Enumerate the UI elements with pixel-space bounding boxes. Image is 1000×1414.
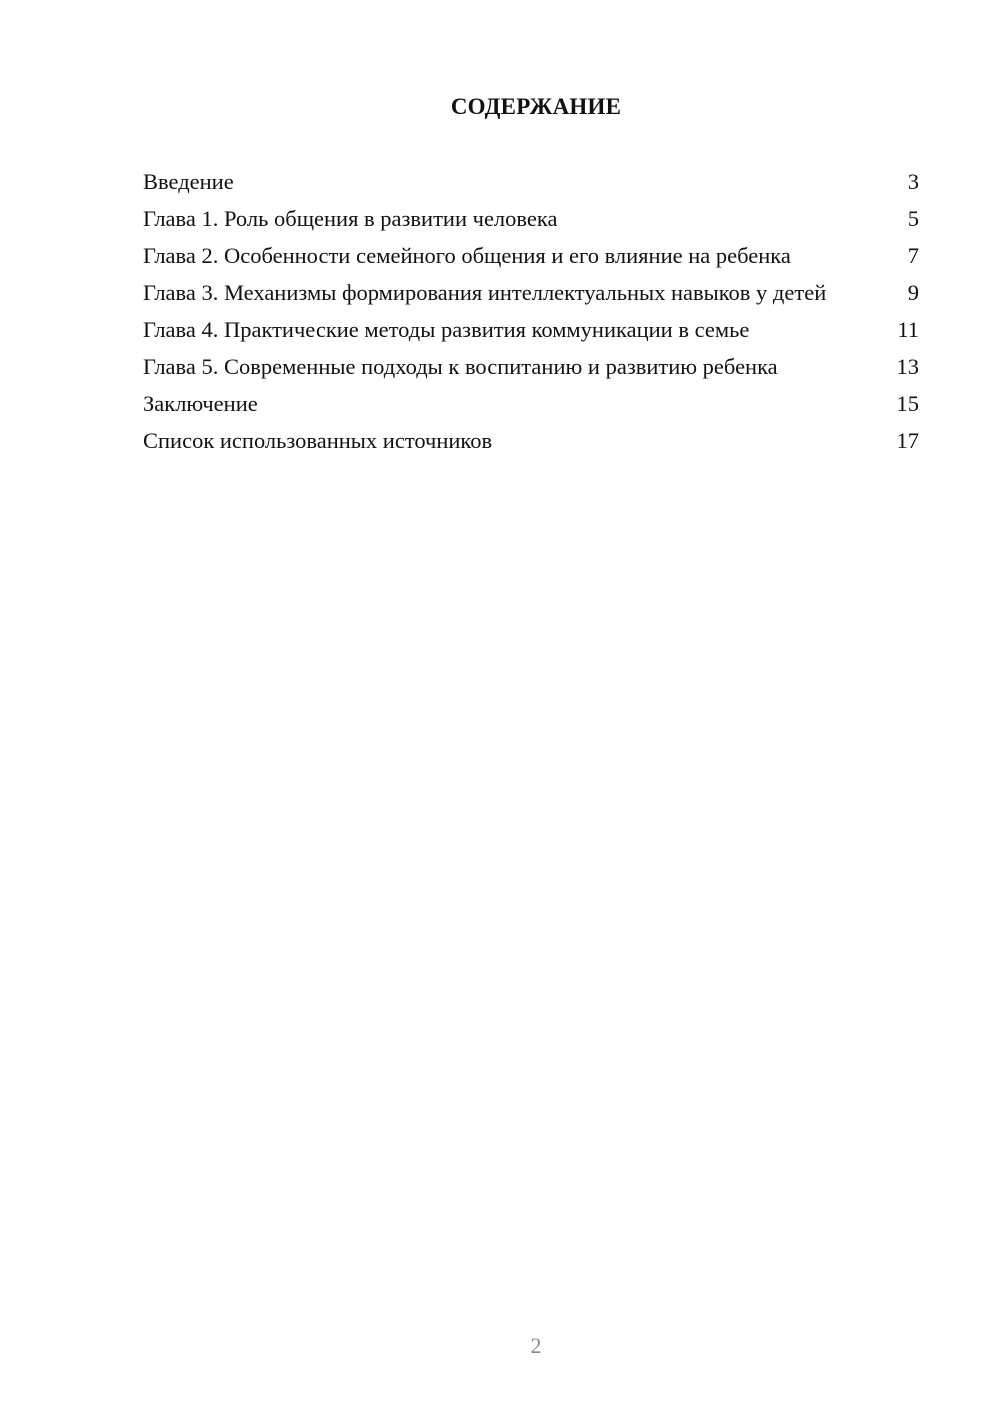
toc-item-conclusion[interactable] (143, 390, 919, 417)
toc-item-chapter-4[interactable] (143, 316, 919, 343)
toc-item-page: 13 (896, 354, 919, 379)
toc-title: СОДЕРЖАНИЕ (450, 94, 622, 119)
toc-item-chapter-5[interactable] (143, 353, 919, 380)
toc-item-text: Глава 2. Особенности семейного общения и его влияние на ребенка (143, 243, 791, 268)
toc-item-page: 5 (907, 206, 919, 231)
toc-item-page: 17 (896, 428, 919, 453)
toc-item-references[interactable] (143, 427, 919, 454)
toc-item-text: Глава 3. Механизмы формирования интеллектуальных навыков у детей (143, 280, 827, 305)
toc-item-introduction[interactable] (143, 168, 919, 195)
toc-item-chapter-3[interactable] (143, 279, 919, 306)
page-number: 2 (530, 1333, 542, 1358)
toc-item-text: Глава 5. Современные подходы к воспитанию и развитию ребенка (143, 354, 778, 379)
toc-item-page: 15 (896, 391, 919, 416)
toc-item-text: Введение (143, 169, 234, 194)
toc-item-page: 3 (907, 169, 919, 194)
toc-item-chapter-1[interactable] (143, 205, 919, 232)
toc-item-page: 7 (907, 243, 919, 268)
table-of-contents (143, 168, 919, 464)
toc-item-chapter-2[interactable] (143, 242, 919, 269)
toc-item-text: Глава 4. Практические методы развития коммуникации в семье (143, 317, 750, 342)
toc-item-text: Заключение (143, 391, 258, 416)
toc-item-text: Глава 1. Роль общения в развитии человека (143, 206, 558, 231)
toc-item-page: 9 (907, 280, 919, 305)
toc-item-text: Список использованных источников (143, 428, 493, 453)
toc-item-page: 11 (897, 317, 919, 342)
